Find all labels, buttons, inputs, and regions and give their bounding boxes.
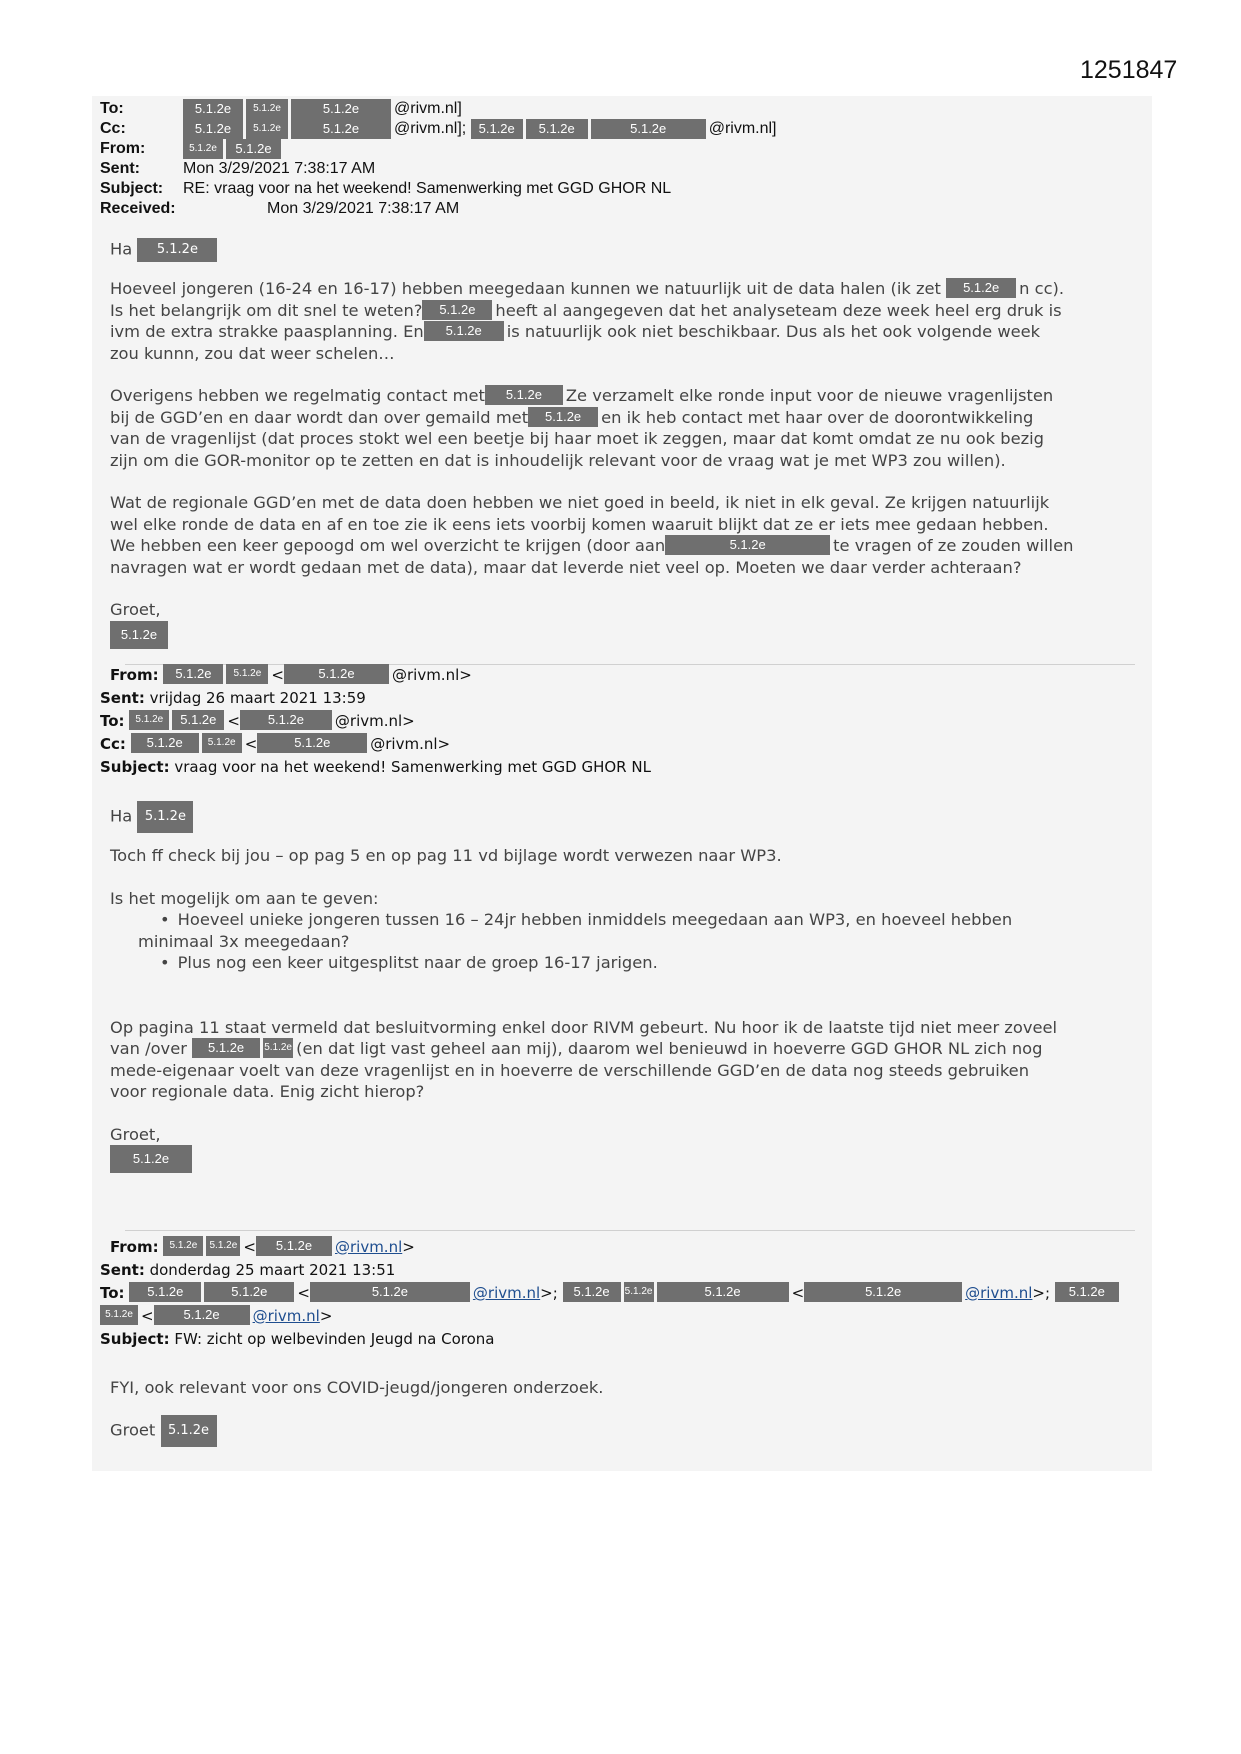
redaction: 5.1.2e <box>310 1282 470 1302</box>
redaction: 5.1.2e <box>100 1305 138 1325</box>
redaction: 5.1.2e <box>526 119 588 139</box>
redaction: 5.1.2e <box>110 621 168 649</box>
redaction: 5.1.2e <box>129 710 169 730</box>
redaction: 5.1.2e <box>246 119 288 139</box>
email2-bullet-list <box>110 909 1140 974</box>
email1-subject-line: Subject: RE: vraag voor na het weekend! Samenwerking met GGD GHOR NL <box>100 180 672 197</box>
redaction: 5.1.2e <box>137 801 193 833</box>
redaction: 5.1.2e <box>256 1236 332 1256</box>
redaction: 5.1.2e <box>110 1145 192 1173</box>
email2-paragraph-2: Is het mogelijk om aan te geven: <box>110 888 379 908</box>
redaction: 5.1.2e <box>163 1236 203 1256</box>
redaction: 5.1.2e <box>161 1415 217 1447</box>
redaction: 5.1.2e <box>1055 1282 1119 1302</box>
redaction: 5.1.2e <box>183 139 223 159</box>
email1-to-line: To: 5.1.2e 5.1.2e 5.1.2e @rivm.nl] <box>100 100 462 117</box>
redaction: 5.1.2e <box>172 710 224 730</box>
email1-header <box>100 99 1180 219</box>
redaction: 5.1.2e <box>204 1282 294 1302</box>
email1-paragraph-2: Overigens hebben we regelmatig contact met 5.1.2e Ze verzamelt elke ronde input voor de nieuwe vragenlijsten bij de GGD’en en daar wordt dan over gemaild met 5.1.2e en ik heb contact met haar over de doorontwikkeling van de vragenlijst (dat proces stokt wel een beetje bij haar moet ik zeggen, maar dat komt omdat ze nu ook bezig zijn om die GOR-monitor op te zetten en dat is inhoudelijk relevant voor de vraag wat je met WP3 zou willen). <box>110 386 1054 470</box>
email1-body <box>110 238 1140 649</box>
redaction: 5.1.2e <box>257 733 367 753</box>
email-link[interactable]: @rivm.nl <box>965 1284 1033 1302</box>
email-link[interactable]: @rivm.nl <box>334 1238 403 1256</box>
redaction: 5.1.2e <box>624 1282 654 1302</box>
email3-header: From: 5.1.2e 5.1.2e < 5.1.2e @rivm.nl> Sent: donderdag 25 maart 2021 13:51 To: 5.1.2e 5.1.2e < 5.1.2e @rivm.nl>; 5.1.2e 5.1.2e 5.1.2e < 5.1.2e @rivm.nl>; 5.1.2e 5.1.2e < 5.1.2e @rivm.nl> Subject: FW: zicht op welbevinden Jeugd na Corona <box>100 1236 1180 1351</box>
redaction: 5.1.2e <box>804 1282 962 1302</box>
redaction: 5.1.2e <box>591 119 706 139</box>
email3-message: FYI, ook relevant voor ons COVID-jeugd/jongeren onderzoek. <box>110 1378 604 1397</box>
email1-paragraph-3: Wat de regionale GGD’en met de data doen hebben we niet goed in beeld, ik niet in elk geval. Ze krijgen natuurlijk wel elke ronde de data en af en toe zie ik eens iets voorbij komen waaruit blijkt dat ze er iets mee gedaan hebben. We hebben een keer gepoogd om wel overzicht te krijgen (door aan 5.1.2e te vragen of ze zouden willen navragen wat er wordt gedaan met de data), maar dat leverde niet veel op. Moeten we daar verder achteraan? <box>110 493 1074 577</box>
divider <box>125 1230 1135 1231</box>
email2-paragraph-3: Op pagina 11 staat vermeld dat besluitvorming enkel door RIVM gebeurt. Nu hoor ik de laatste tijd niet meer zoveel van /over 5.1.2e 5.1.2e (en dat ligt vast geheel aan mij), daarom wel benieuwd in hoeverre GGD GHOR NL zich nog mede-eigenaar voelt van deze vragenlijst en in hoeverre de verschillende GGD’en de data nog steeds gebruiken voor regionale data. Enig zicht hierop? <box>110 1017 1058 1101</box>
email3-closing: Groet <box>110 1420 156 1439</box>
email-link[interactable]: @rivm.nl <box>252 1307 320 1325</box>
email1-greeting: Ha 5.1.2e <box>110 238 1140 262</box>
redaction: 5.1.2e <box>528 407 598 427</box>
email1-paragraph-1: Hoeveel jongeren (16-24 en 16-17) hebben meegedaan kunnen we natuurlijk uit de data halen (ik zet 5.1.2e n cc). Is het belangrijk om dit snel te weten? 5.1.2e heeft al aangegeven dat het analyseteam deze week heel erg druk is ivm de extra strakke paasplanning. En 5.1.2e is natuurlijk ook niet beschikbaar. Dus als het ook volgende week zou kunnn, zou dat weer schelen… <box>110 279 1065 363</box>
redaction: 5.1.2e <box>154 1305 250 1325</box>
redaction: 5.1.2e <box>422 300 492 320</box>
email2-paragraph-1: Toch ff check bij jou – op pag 5 en op pag 11 vd bijlage wordt verwezen naar WP3. <box>110 846 782 865</box>
email1-sent-line: Sent: Mon 3/29/2021 7:38:17 AM <box>100 160 376 177</box>
redaction: 5.1.2e <box>240 710 332 730</box>
email-link[interactable]: @rivm.nl <box>472 1284 541 1302</box>
email1-cc-line: Cc: 5.1.2e 5.1.2e 5.1.2e @rivm.nl]; 5.1.2e 5.1.2e 5.1.2e @rivm.nl] <box>100 120 777 137</box>
email1-from-line: From: 5.1.2e 5.1.2e <box>100 139 1180 159</box>
redaction: 5.1.2e <box>291 119 391 139</box>
email3-body <box>110 1377 1140 1447</box>
redaction: 5.1.2e <box>563 1282 621 1302</box>
redaction: 5.1.2e <box>665 535 830 555</box>
redaction: 5.1.2e <box>183 99 243 119</box>
redaction: 5.1.2e <box>424 321 504 341</box>
redaction: 5.1.2e <box>471 119 523 139</box>
list-item: • Plus nog een keer uitgesplitst naar de groep 16-17 jarigen. <box>160 952 1140 974</box>
redaction: 5.1.2e <box>263 1038 293 1058</box>
email2-body: Ha 5.1.2e Toch ff check bij jou – op pag 5 en op pag 11 vd bijlage wordt verwezen naar WP3. Is het mogelijk om aan te geven: • Hoeveel unieke jongeren tussen 16 – 24jr hebben inmiddels meegedaan aan WP3, en hoeveel hebben minimaal 3x meegedaan? • Plus nog een keer uitgesplitst naar de groep 16-17 jarigen. Op pagina 11 staat vermeld dat besluitvorming enkel door RIVM gebeurt. Nu hoor ik de laatste tijd niet meer zoveel van /over 5.1.2e 5.1.2e (en dat ligt vast geheel aan mij), daarom wel benieuwd in hoeverre GGD GHOR NL zich nog mede-eigenaar voelt van deze vragenlijst en in hoeverre de verschillende GGD’en de data nog steeds gebruiken voor regionale data. Enig zicht hierop? Groet, 5.1.2e <box>110 801 1140 1173</box>
redaction: 5.1.2e <box>192 1038 260 1058</box>
redaction: 5.1.2e <box>129 1282 201 1302</box>
redaction: 5.1.2e <box>226 139 281 159</box>
redaction: 5.1.2e <box>202 733 242 753</box>
redaction: 5.1.2e <box>485 385 563 405</box>
redaction: 5.1.2e <box>163 664 223 684</box>
list-item: • Hoeveel unieke jongeren tussen 16 – 24jr hebben inmiddels meegedaan aan WP3, en hoeveel hebben minimaal 3x meegedaan? <box>160 909 1140 952</box>
email2-header: From: 5.1.2e 5.1.2e < 5.1.2e @rivm.nl> Sent: vrijdag 26 maart 2021 13:59 To: 5.1.2e 5.1.2e < 5.1.2e @rivm.nl> Cc: 5.1.2e 5.1.2e < 5.1.2e @rivm.nl> Subject: vraag voor na het weekend! Samenwerking met GGD GHOR NL <box>100 666 651 776</box>
document-number: 1251847 <box>1080 56 1178 84</box>
redaction: 5.1.2e <box>137 238 217 262</box>
redaction: 5.1.2e <box>183 119 243 139</box>
redaction: 5.1.2e <box>206 1236 240 1256</box>
email1-received-line: Received: Mon 3/29/2021 7:38:17 AM <box>100 200 460 217</box>
redaction: 5.1.2e <box>657 1282 789 1302</box>
redaction: 5.1.2e <box>246 99 288 119</box>
email1-closing: Groet, <box>110 600 161 619</box>
redaction: 5.1.2e <box>131 733 199 753</box>
redaction: 5.1.2e <box>226 664 268 684</box>
email2-closing: Groet, <box>110 1124 161 1144</box>
redaction: 5.1.2e <box>284 664 389 684</box>
redaction: 5.1.2e <box>946 278 1016 298</box>
redaction: 5.1.2e <box>291 99 391 119</box>
